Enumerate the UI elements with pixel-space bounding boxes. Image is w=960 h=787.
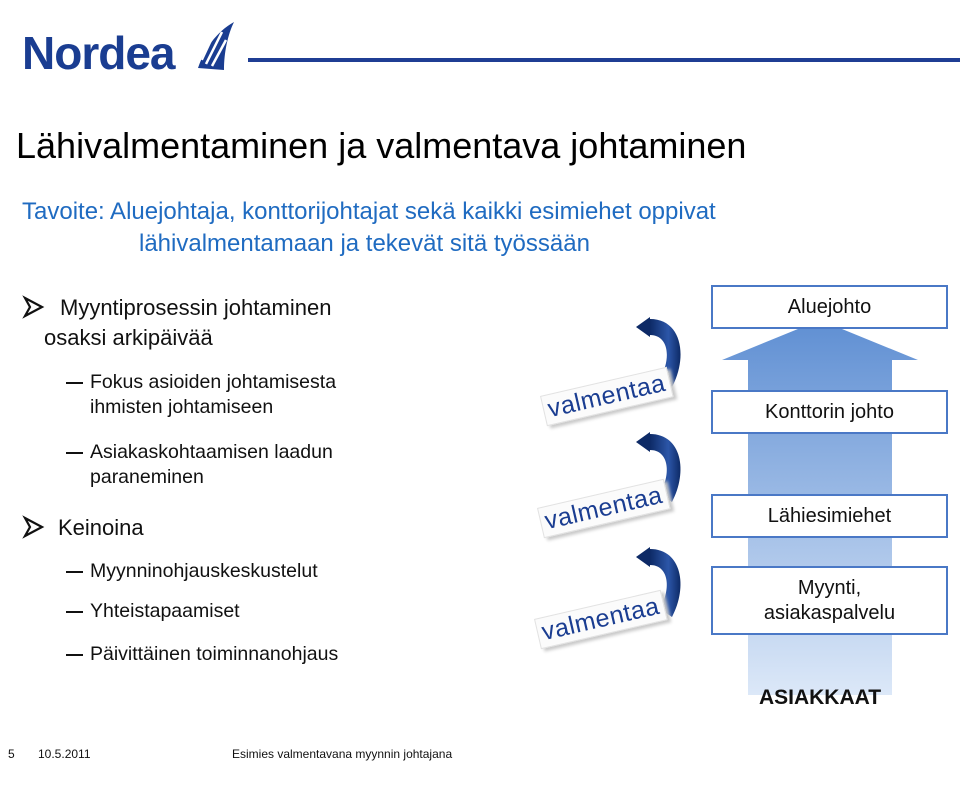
dash-icon xyxy=(66,571,83,573)
level-box-konttorin-johto: Konttorin johto xyxy=(711,390,948,434)
dash-icon xyxy=(66,611,83,613)
header-divider xyxy=(248,58,960,62)
valmentaa-label-3: valmentaa xyxy=(534,590,668,649)
level-box-line-1: Myynti, xyxy=(797,576,862,599)
sub-line-1: Myynninohjauskeskustelut xyxy=(90,560,318,582)
nordea-logo xyxy=(18,20,233,80)
chevron-bullet-icon xyxy=(22,515,46,539)
sub-line-1: Asiakaskohtaamisen laadun xyxy=(90,441,333,463)
goal-statement xyxy=(22,196,762,260)
dash-icon xyxy=(66,452,83,454)
footer-date: 10.5.2011 xyxy=(38,747,91,761)
level-box-lahiesimiehet: Lähiesimiehet xyxy=(711,494,948,538)
sub-bullet-myynninohjaus xyxy=(66,559,466,584)
sub-line-2: paraneminen xyxy=(90,466,204,488)
sub-bullet-yhteistapaamiset xyxy=(66,599,466,624)
bullet-line-1: Keinoina xyxy=(58,515,144,540)
sub-line-1: Päivittäinen toiminnanohjaus xyxy=(90,643,339,665)
dash-icon xyxy=(66,382,83,384)
level-box-aluejohto: Aluejohto xyxy=(711,285,948,329)
chevron-bullet-icon xyxy=(22,295,46,319)
goal-line-1: Tavoite: Aluejohtaja, konttorijohtajat sekä kaikki esimiehet oppivat xyxy=(22,198,716,225)
goal-line-2: lähivalmentamaan ja tekevät sitä työssään xyxy=(139,230,590,257)
bullet-line-2: osaksi arkipäivää xyxy=(44,325,213,350)
sub-line-1: Yhteistapaamiset xyxy=(90,600,240,622)
bullet-line-1: Myyntiprosessin johtaminen xyxy=(60,295,332,320)
level-box-line-2: asiakaspalvelu xyxy=(763,601,896,624)
sub-bullet-fokus xyxy=(66,370,446,420)
logo-text: Nordea xyxy=(22,27,175,79)
dash-icon xyxy=(66,654,83,656)
sub-line-2: ihmisten johtamiseen xyxy=(90,396,274,418)
sub-line-1: Fokus asioiden johtamisesta xyxy=(90,371,337,393)
valmentaa-label-2: valmentaa xyxy=(537,479,671,538)
page-title: Lähivalmentaminen ja valmentava johtaminen xyxy=(16,125,747,166)
footer-page-number: 5 xyxy=(8,747,15,761)
sub-bullet-asiakaskohtaaminen xyxy=(66,440,446,490)
footer-text: Esimies valmentavana myynnin johtajana xyxy=(232,747,453,761)
bullet-keinoina xyxy=(22,513,322,543)
base-label-asiakkaat: ASIAKKAAT xyxy=(758,686,882,709)
sub-bullet-toiminnanohjaus xyxy=(66,642,466,667)
level-box-myynti xyxy=(711,566,948,635)
sail-icon xyxy=(194,20,236,72)
valmentaa-label-1: valmentaa xyxy=(540,367,674,426)
bullet-myyntiprosessi xyxy=(22,293,442,353)
